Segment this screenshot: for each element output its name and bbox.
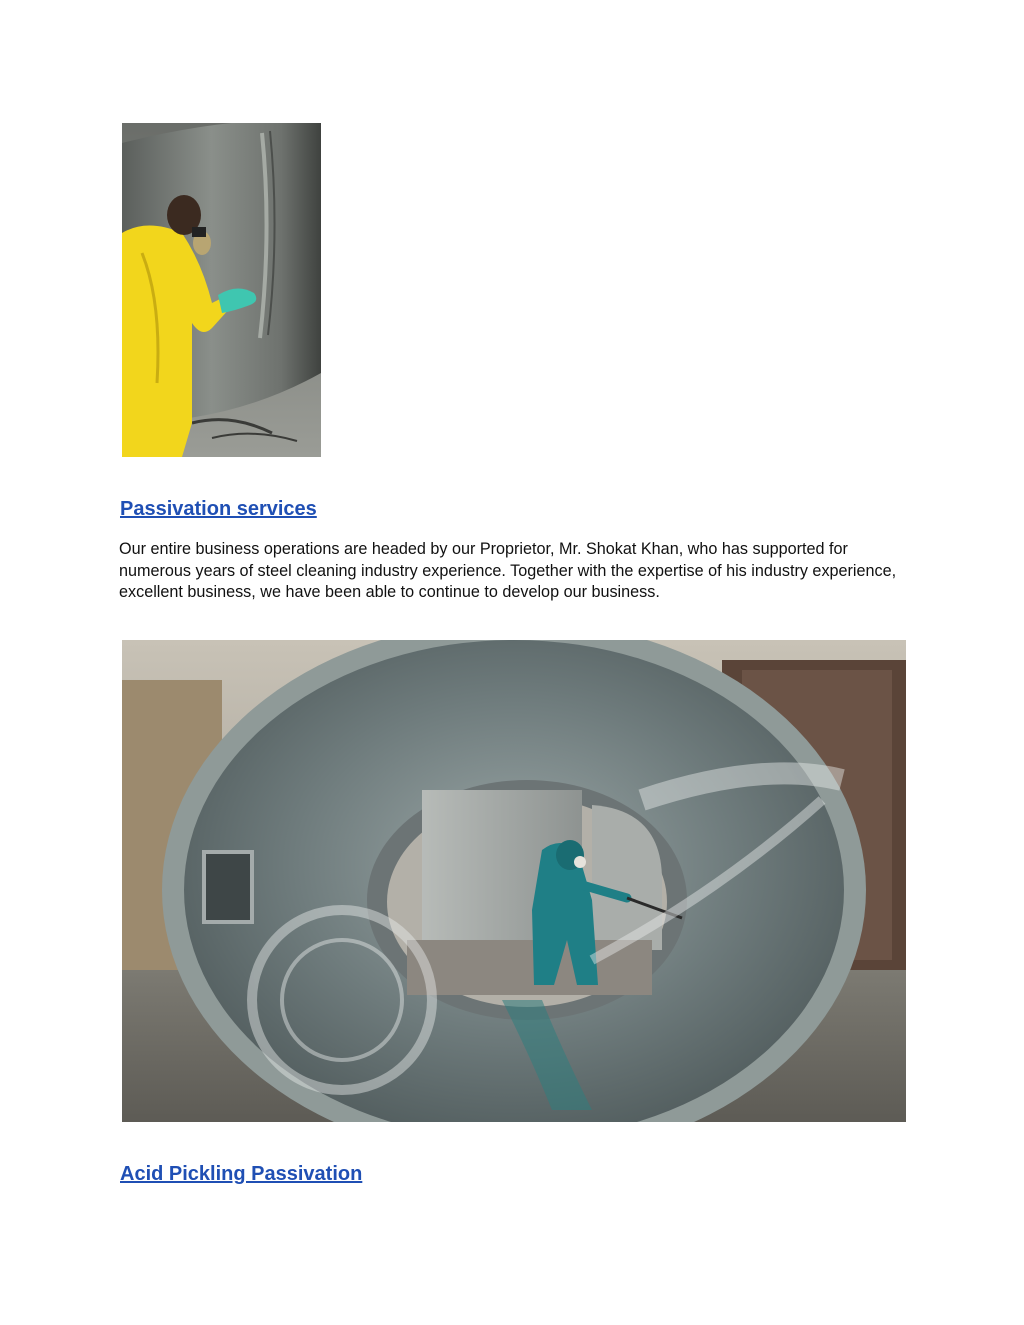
photo-steel-cylinder-spraying — [122, 640, 906, 1122]
heading-acid-pickling-passivation[interactable]: Acid Pickling Passivation — [120, 1163, 363, 1185]
photo-tank-graphic — [122, 640, 906, 1122]
body-paragraph: Our entire business operations are headed by our Proprietor, Mr. Shokat Khan, who has supported for numerous years of steel cleaning industry experience. Together with the expertise of his industry experience, excellent business, we have been able to continue to develop our business. — [119, 540, 897, 601]
photo-worker-graphic — [122, 123, 321, 457]
heading-passivation-services[interactable]: Passivation services — [120, 498, 317, 520]
photo-worker-yellow-suit — [122, 123, 321, 457]
